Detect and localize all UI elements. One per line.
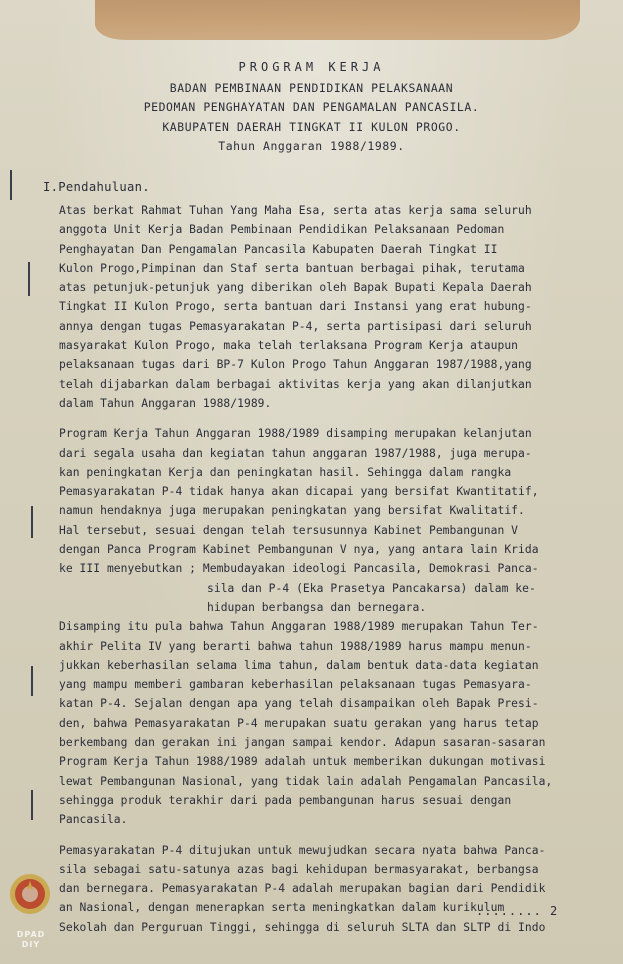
text-line: Kulon Progo,Pimpinan dan Staf serta bantuan berbagai pihak, terutama xyxy=(59,261,525,275)
text-line: Program Kerja Tahun 1988/1989 adalah untuk memberikan dukungan motivasi xyxy=(59,755,546,769)
watermark-line-1: DPAD xyxy=(16,930,46,939)
archive-seal-icon xyxy=(8,872,52,916)
paragraph-2 xyxy=(59,424,607,578)
watermark-line-2: DIY xyxy=(21,940,41,949)
text-line: dan bernegara. Pemasyarakatan P-4 adalah merupakan bagian dari Pendidik xyxy=(59,882,546,896)
document-title: PROGRAM KERJA xyxy=(238,60,385,74)
text-line: an Nasional, dengan menerapkan serta meningkatkan dalam kurikulum xyxy=(59,901,505,915)
text-line: telah dijabarkan dalam berbagai aktivitas kerja yang akan dilanjutkan xyxy=(59,377,532,391)
margin-mark xyxy=(28,262,30,296)
text-line: masyarakat Kulon Progo, maka telah terlaksana Program Kerja ataupun xyxy=(59,339,519,353)
text-line: sehingga produk terakhir dari pada pembangunan harus sesuai dengan xyxy=(59,793,512,807)
text-line: Pemasyarakatan P-4 ditujukan untuk mewujudkan secara nyata bahwa Panca- xyxy=(59,843,546,857)
header-line-3: KABUPATEN DAERAH TINGKAT II KULON PROGO. xyxy=(162,119,461,134)
text-line: annya dengan tugas Pemasyarakatan P-4, serta partisipasi dari seluruh xyxy=(59,319,532,333)
text-line: Program Kerja Tahun Anggaran 1988/1989 disamping merupakan kelanjutan xyxy=(59,427,532,441)
text-line: Atas berkat Rahmat Tuhan Yang Maha Esa, serta atas kerja sama seluruh xyxy=(59,204,532,217)
margin-mark xyxy=(31,790,33,820)
text-line: sila sebagai satu-satunya azas bagi kehidupan bermasyarakat, berbangsa xyxy=(59,862,539,876)
text-line: berkembang dan gerakan ini jangan sampai kendor. Adapun sasaran-sasaran xyxy=(59,736,546,750)
paragraph-3 xyxy=(59,617,607,829)
section-title: I.Pendahuluan. xyxy=(43,180,150,194)
text-line: Penghayatan Dan Pengamalan Pancasila Kabupaten Daerah Tingkat II xyxy=(59,242,498,256)
text-line: dengan Panca Program Kabinet Pembangunan V nya, yang antara lain Krida xyxy=(59,543,539,557)
text-line: atas petunjuk-petunjuk yang diberikan oleh Bapak Bupati Kepala Daerah xyxy=(59,281,532,295)
text-line: hidupan berbangsa dan bernegara. xyxy=(207,600,427,614)
paragraph-2-indented xyxy=(59,579,607,618)
margin-mark xyxy=(31,506,33,538)
document-body xyxy=(59,201,607,937)
text-line: lewat Pembangunan Nasional, yang tidak lain adalah Pengamalan Pancasila, xyxy=(59,774,553,788)
header-line-1: BADAN PEMBINAAN PENDIDIKAN PELAKSANAAN xyxy=(169,80,454,95)
tape-stain xyxy=(95,0,580,40)
text-line: Sekolah dan Perguruan Tinggi, sehingga di seluruh SLTA dan SLTP di Indo xyxy=(59,920,546,934)
paragraph-4 xyxy=(59,841,607,937)
archive-watermark xyxy=(6,930,56,950)
header-line-2: PEDOMAN PENGHAYATAN DAN PENGAMALAN PANCASILA. xyxy=(143,100,480,114)
text-line: Hal tersebut, sesuai dengan telah tersusunnya Kabinet Pembangunan V xyxy=(59,523,519,537)
page-continuation: ........ 2 xyxy=(476,904,559,918)
text-line: namun hendaknya juga merupakan peningkatan yang bersifat Kwalitatif. xyxy=(59,504,525,518)
text-line: pelaksanaan tugas dari BP-7 Kulon Progo Tahun Anggaran 1987/1988,yang xyxy=(59,358,532,372)
text-line: yang mampu memberi gambaran keberhasilan pelaksanaan tugas Pemasyara- xyxy=(59,678,532,692)
text-line: akhir Pelita IV yang berarti bahwa tahun 1988/1989 harus mampu menun- xyxy=(59,639,532,653)
text-line: Tingkat II Kulon Progo, serta bantuan dari Instansi yang erat hubung- xyxy=(59,300,532,314)
paragraph-1 xyxy=(59,201,607,413)
margin-mark xyxy=(10,170,12,200)
text-line: dalam Tahun Anggaran 1988/1989. xyxy=(59,396,272,410)
text-line: katan P-4. Sejalan dengan apa yang telah disampaikan oleh Bapak Presi- xyxy=(59,697,539,711)
text-line: jukkan keberhasilan selama lima tahun, dalam bentuk data-data kegiatan xyxy=(59,658,539,672)
document-header xyxy=(0,58,623,157)
text-line: Disamping itu pula bahwa Tahun Anggaran 1988/1989 merupakan Tahun Ter- xyxy=(59,620,539,634)
text-line: den, bahwa Pemasyarakatan P-4 merupakan suatu gerakan yang harus tetap xyxy=(59,716,539,730)
text-line: kan peningkatan Kerja dan peningkatan hasil. Sehingga dalam rangka xyxy=(59,465,512,479)
text-line: ke III menyebutkan ; Membudayakan ideologi Pancasila, Demokrasi Panca- xyxy=(59,562,539,576)
margin-mark xyxy=(31,666,33,696)
text-line: dari segala usaha dan kegiatan tahun anggaran 1987/1988, juga merupa- xyxy=(59,446,532,460)
text-line: Pancasila. xyxy=(59,813,128,827)
text-line: anggota Unit Kerja Badan Pembinaan Pendidikan Pelaksanaan Pedoman xyxy=(59,223,505,237)
header-line-4: Tahun Anggaran 1988/1989. xyxy=(218,139,405,153)
text-line: sila dan P-4 (Eka Prasetya Pancakarsa) dalam ke- xyxy=(207,581,536,595)
text-line: Pemasyarakatan P-4 tidak hanya akan dicapai yang bersifat Kwantitatif, xyxy=(59,485,539,499)
